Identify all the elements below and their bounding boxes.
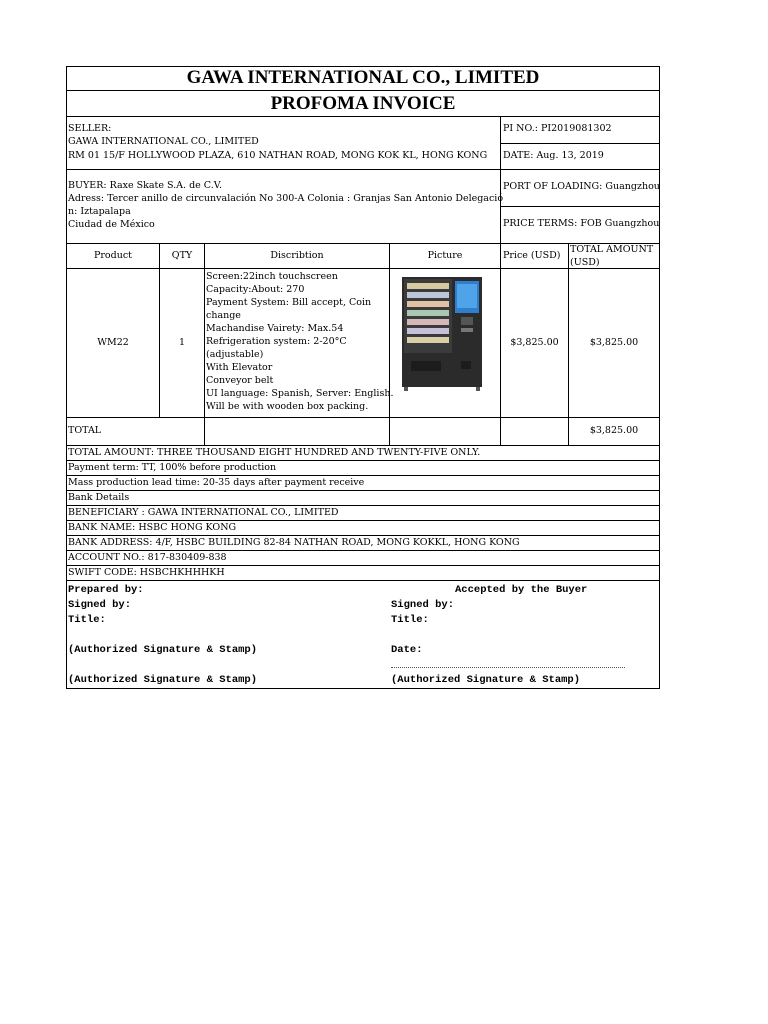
item-desc-line: Machandise Vairety: Max.54	[206, 323, 344, 334]
doc-title: PROFOMA INVOICE	[270, 93, 456, 114]
seller-label: SELLER:	[68, 123, 112, 134]
accepted-by-label: Accepted by the Buyer	[455, 584, 588, 596]
swift-code: SWIFT CODE: HSBCHKHHHKH	[68, 567, 225, 578]
beneficiary: BENEFICIARY : GAWA INTERNATIONAL CO., LIMITED	[68, 507, 339, 518]
buyer-address-line3: Ciudad de México	[68, 219, 155, 230]
seller-signed-by: Signed by:	[68, 599, 132, 611]
signature-block	[66, 580, 660, 689]
port-of-loading: PORT OF LOADING: Guangzhou	[503, 181, 660, 192]
item-desc-line: Conveyor belt	[206, 375, 274, 386]
total-empty-cell	[389, 417, 501, 446]
col-total-header-line2: (USD)	[570, 257, 600, 268]
item-desc-line: Will be with wooden box packing.	[206, 401, 369, 412]
date-dotted-line	[391, 667, 625, 668]
bank-name: BANK NAME: HSBC HONG KONG	[68, 522, 237, 533]
total-empty-cell	[500, 417, 569, 446]
bank-address: BANK ADDRESS: 4/F, HSBC BUILDING 82-84 NATHAN ROAD, MONG KOKKL, HONG KONG	[68, 537, 520, 548]
item-price: $3,825.00	[510, 337, 559, 348]
buyer-name: BUYER: Raxe Skate S.A. de C.V.	[68, 180, 222, 191]
item-desc-line: Payment System: Bill accept, Coin	[206, 297, 372, 308]
item-desc-line: UI language: Spanish, Server: English.	[206, 388, 394, 399]
seller-title: Title:	[68, 614, 106, 626]
seller-authorized-signature-2: (Authorized Signature & Stamp)	[68, 674, 258, 686]
prepared-by-label: Prepared by:	[68, 584, 144, 596]
item-desc-line: Capacity:About: 270	[206, 284, 305, 295]
bank-details: Bank Details	[68, 492, 130, 503]
seller-name: GAWA INTERNATIONAL CO., LIMITED	[68, 136, 259, 147]
company-name: GAWA INTERNATIONAL CO., LIMITED	[186, 67, 540, 88]
buyer-authorized-signature: (Authorized Signature & Stamp)	[391, 674, 581, 686]
pi-number: PI NO.: PI2019081302	[503, 123, 612, 134]
item-desc-line: With Elevator	[206, 362, 273, 373]
col-qty-header: QTY	[171, 250, 193, 261]
item-product: WM22	[97, 337, 129, 348]
price-terms: PRICE TERMS: FOB Guangzhou	[503, 218, 660, 229]
total-value: $3,825.00	[589, 425, 639, 436]
item-desc-line: Screen:22inch touchscreen	[206, 271, 338, 282]
item-desc-line: (adjustable)	[206, 349, 264, 360]
seller-authorized-signature: (Authorized Signature & Stamp)	[68, 644, 258, 656]
total-empty-cell	[204, 417, 390, 446]
amount-in-words: TOTAL AMOUNT: THREE THOUSAND EIGHT HUNDRED AND TWENTY-FIVE ONLY.	[68, 447, 481, 458]
col-picture-header: Picture	[427, 250, 463, 261]
buyer-address-line1: Adress: Tercer anillo de circunvalación No 300-A Colonia : Granjas San Antonio Delegació	[68, 193, 504, 204]
bank-details-cell	[66, 490, 660, 506]
buyer-address-line2: n: Iztapalapa	[68, 206, 131, 217]
seller-address: RM 01 15/F HOLLYWOOD PLAZA, 610 NATHAN ROAD, MONG KOK KL, HONG KONG	[68, 150, 488, 161]
buyer-signed-by: Signed by:	[391, 599, 455, 611]
item-qty: 1	[178, 337, 186, 348]
col-product-header: Product	[94, 250, 132, 261]
vending-machine-icon	[399, 275, 485, 395]
col-price-header: Price (USD)	[503, 250, 561, 261]
lead-time: Mass production lead time: 20-35 days after payment receive	[68, 477, 365, 488]
invoice-date: DATE: Aug. 13, 2019	[503, 150, 604, 161]
total-label: TOTAL	[68, 425, 102, 436]
col-description-header: Discribtion	[270, 250, 324, 261]
item-total: $3,825.00	[589, 337, 639, 348]
item-desc-line: Refrigeration system: 2-20°C	[206, 336, 347, 347]
payment-term: Payment term: TT, 100% before production	[68, 462, 277, 473]
buyer-title: Title:	[391, 614, 429, 626]
item-desc-line: change	[206, 310, 241, 321]
account-number: ACCOUNT NO.: 817-830409-838	[68, 552, 227, 563]
buyer-date-label: Date:	[391, 644, 423, 656]
col-total-header-line1: TOTAL AMOUNT	[570, 244, 654, 255]
